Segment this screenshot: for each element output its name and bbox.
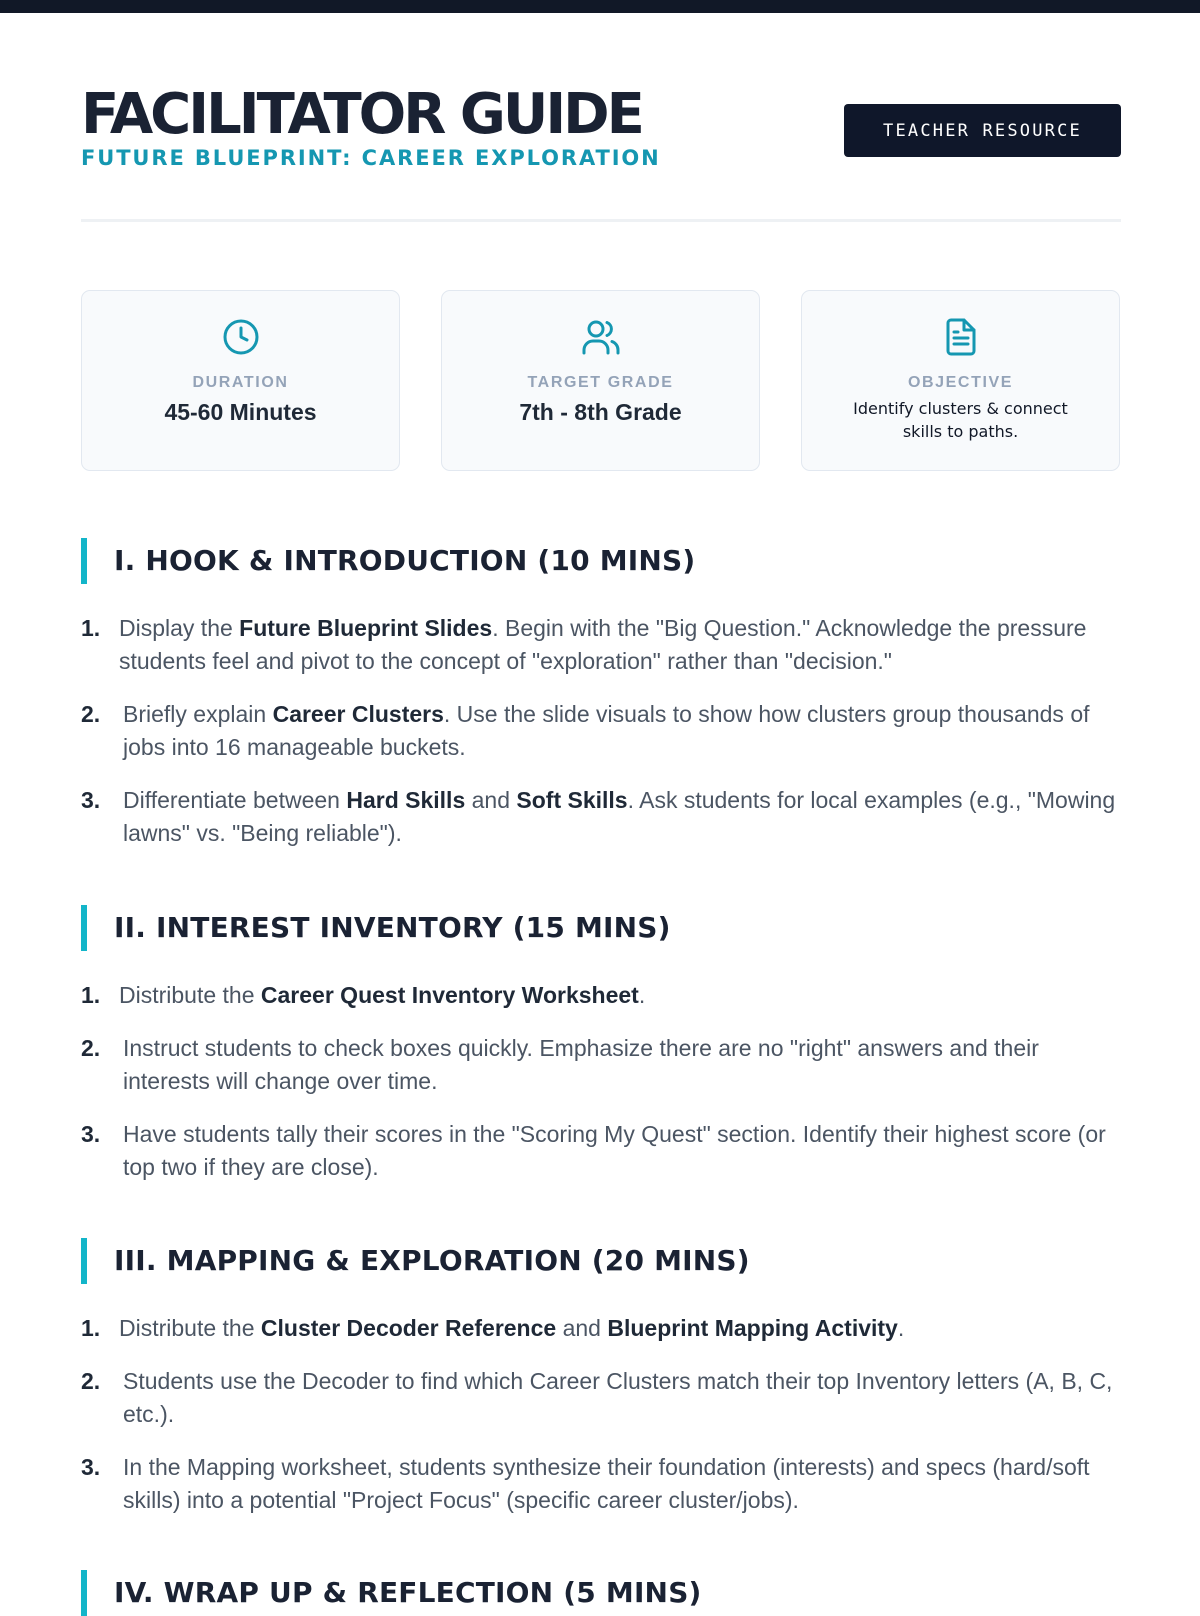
step-number: 2.	[81, 701, 101, 727]
section-title: IV. WRAP UP & REFLECTION (5 MINS)	[81, 1570, 1121, 1616]
page-header	[81, 80, 1121, 180]
objective-label: OBJECTIVE	[907, 374, 1014, 391]
step-list	[81, 979, 1121, 1184]
objective-card	[801, 290, 1120, 471]
step-text: Have students tally their scores in the "Scoring My Quest" section. Identify their highest score (or top two if they are close).	[123, 1121, 1106, 1180]
step-text: Differentiate between	[123, 787, 347, 813]
step-emphasis: Soft Skills	[516, 787, 628, 813]
step-text: In the Mapping worksheet, students synthesize their foundation (interests) and specs (hard/soft skills) into a potential "Project Focus" (specific career cluster/jobs).	[123, 1454, 1090, 1513]
section-title: II. INTEREST INVENTORY (15 MINS)	[81, 905, 1121, 951]
objective-value: Identify clusters & connect skills to paths.	[853, 399, 1068, 441]
list-item	[81, 1312, 1121, 1345]
step-number: 1.	[81, 615, 101, 641]
step-text: Distribute the	[119, 982, 261, 1008]
target-grade-value: 7th - 8th Grade	[519, 399, 682, 425]
section-mapping-exploration	[81, 1238, 1121, 1537]
step-text: . Ask students for local examples (e.g., "Mowing lawns" vs. "Being reliable").	[123, 787, 1116, 846]
list-item	[81, 698, 1121, 764]
step-emphasis: Blueprint Mapping Activity	[607, 1315, 898, 1341]
target-grade-card	[441, 290, 760, 471]
document-icon	[941, 317, 981, 357]
list-item	[81, 1032, 1121, 1098]
info-cards	[81, 290, 1121, 472]
duration-card	[81, 290, 400, 471]
section-interest-inventory	[81, 905, 1121, 1204]
list-item	[81, 1118, 1121, 1184]
step-number: 3.	[81, 787, 101, 813]
step-number: 2.	[81, 1368, 101, 1394]
step-emphasis: Hard Skills	[346, 787, 466, 813]
top-accent-bar	[0, 0, 1200, 13]
step-text: Distribute the	[119, 1315, 261, 1341]
step-list	[81, 612, 1121, 850]
step-text: . Use the slide visuals to show how clusters group thousands of jobs into 16 manageable buckets.	[123, 701, 1090, 760]
step-text: .	[638, 982, 646, 1008]
list-item	[81, 784, 1121, 850]
step-text: Instruct students to check boxes quickly. Emphasize there are no "right" answers and their interests will change over time.	[123, 1035, 1039, 1094]
step-number: 2.	[81, 1035, 101, 1061]
step-number: 1.	[81, 1315, 101, 1341]
step-text: Students use the Decoder to find which Career Clusters match their top Inventory letters (A, B, C, etc.).	[123, 1368, 1113, 1427]
step-text: . Begin with the "Big Question." Acknowledge the pressure students feel and pivot to the concept of "exploration" rather than "decision."	[119, 615, 1087, 674]
step-text: and	[556, 1315, 608, 1341]
step-emphasis: Career Quest Inventory Worksheet	[260, 982, 639, 1008]
section-wrap-up-reflection	[81, 1570, 1121, 1616]
step-text: Display the	[119, 615, 240, 641]
step-number: 3.	[81, 1121, 101, 1147]
step-emphasis: Future Blueprint Slides	[239, 615, 493, 641]
step-number: 1.	[81, 982, 101, 1008]
list-item	[81, 979, 1121, 1012]
header-divider	[81, 219, 1121, 222]
users-icon	[581, 317, 621, 357]
teacher-resource-badge: TEACHER RESOURCE	[844, 104, 1121, 157]
section-hook-introduction	[81, 538, 1121, 870]
duration-value: 45-60 Minutes	[164, 399, 317, 425]
step-text: Briefly explain	[123, 701, 273, 727]
page-title: FACILITATOR GUIDE	[81, 82, 642, 147]
step-emphasis: Career Clusters	[272, 701, 444, 727]
list-item	[81, 1365, 1121, 1431]
section-title: I. HOOK & INTRODUCTION (10 MINS)	[81, 538, 1121, 584]
list-item	[81, 1451, 1121, 1517]
step-list	[81, 1312, 1121, 1517]
step-emphasis: Cluster Decoder Reference	[260, 1315, 557, 1341]
page-subtitle: FUTURE BLUEPRINT: CAREER EXPLORATION	[81, 146, 661, 170]
list-item	[81, 612, 1121, 678]
step-number: 3.	[81, 1454, 101, 1480]
clock-icon	[221, 317, 261, 357]
duration-label: DURATION	[192, 374, 289, 391]
target-grade-label: TARGET GRADE	[527, 374, 674, 391]
step-text: .	[897, 1315, 905, 1341]
step-text: and	[465, 787, 517, 813]
section-title: III. MAPPING & EXPLORATION (20 MINS)	[81, 1238, 1121, 1284]
